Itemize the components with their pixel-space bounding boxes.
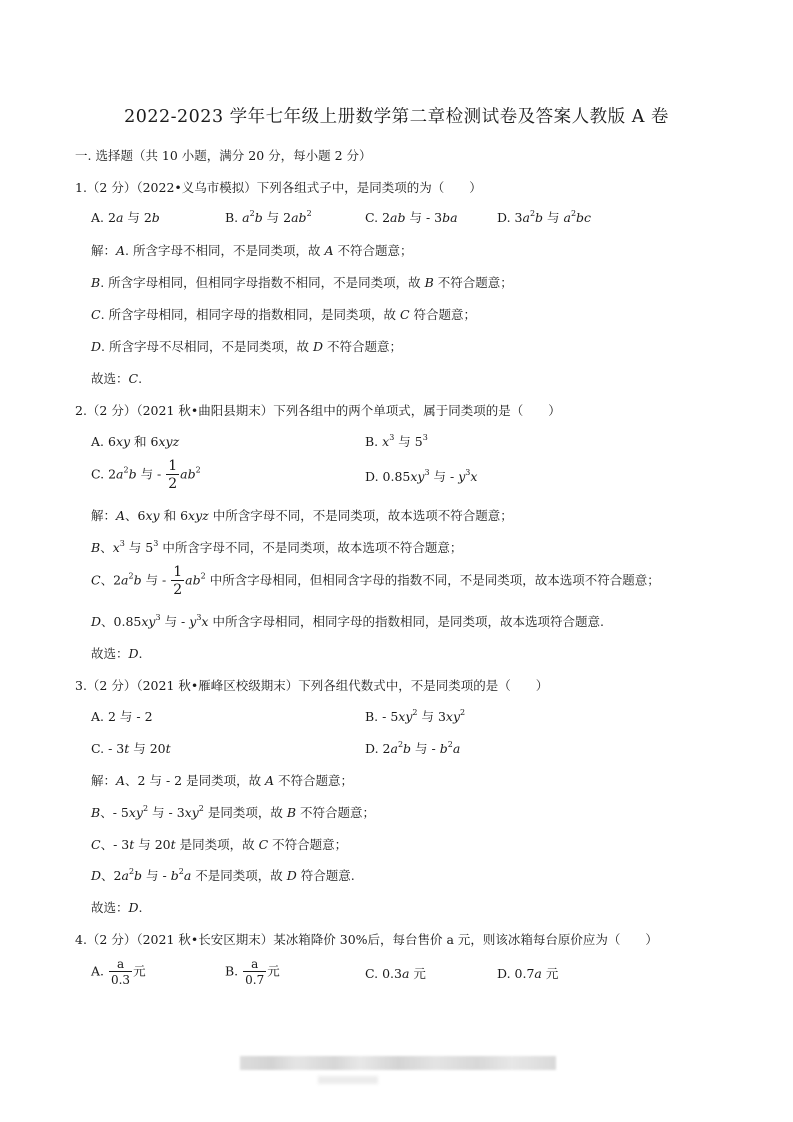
page-title: 2022-2023 学年七年级上册数学第二章检测试卷及答案人教版 A 卷 bbox=[124, 107, 669, 127]
q1-option-c: C. 2ab 与 - 3ba bbox=[365, 210, 458, 225]
q4-option-a: A. $\frac{a}{0.3}$ 元 bbox=[91, 957, 146, 987]
q1-solution-c: C. 所含字母相同，相同字母的指数相同，是同类项，故 C 符合题意； bbox=[91, 307, 477, 322]
q3-option-b: B. - $5xy^2$ 与 $3xy^2$ bbox=[365, 708, 466, 724]
question-1-stem: 1.（2 分）（2022•义乌市模拟）下列各组式子中，是同类项的为（ ） bbox=[75, 180, 482, 195]
question-3-stem: 3.（2 分）（2021 秋•雁峰区校级期末）下列各组代数式中，不是同类项的是（ ） bbox=[75, 678, 549, 693]
q1-option-a: A. 2a 与 2b bbox=[91, 210, 160, 225]
q4-option-c: C. 0.3a 元 bbox=[365, 966, 426, 981]
section-heading: 一. 选择题（共 10 小题，满分 20 分，每小题 2 分） bbox=[75, 148, 372, 163]
q3-solution-a: 解：A、2 与 - 2 是同类项，故 A 不符合题意； bbox=[91, 773, 354, 788]
q1-option-b: B. $a^2b$ 与 $2ab^2$ bbox=[225, 209, 312, 225]
q3-solution-b: B、- $5xy^2$ 与 - $3xy^2$ 是同类项，故 B 不符合题意； bbox=[91, 804, 376, 820]
blurred-footer bbox=[240, 1056, 556, 1070]
q3-option-d: D. $2a^2b$ 与 - $b^2a$ bbox=[365, 740, 461, 756]
q2-option-c: C. $2a^2b$ 与 - $\frac{1}{2}$ $ab^2$ bbox=[91, 458, 201, 492]
q4-option-b: B. $\frac{a}{0.7}$ 元 bbox=[225, 957, 280, 987]
q2-answer: 故选：D. bbox=[91, 646, 143, 661]
q4-option-d: D. 0.7a 元 bbox=[497, 966, 559, 981]
q2-solution-a: 解：A、6xy 和 6xyz 中所含字母不同，不是同类项，故本选项不符合题意； bbox=[91, 508, 513, 523]
q3-answer: 故选：D. bbox=[91, 900, 143, 915]
q2-solution-b: B、$x^3$ 与 $5^3$ 中所含字母不同，不是同类项，故本选项不符合题意； bbox=[91, 539, 463, 555]
q2-option-d: D. $0.85xy^3$ 与 - $y^3x$ bbox=[365, 468, 478, 484]
q3-solution-d: D、$2a^2b$ 与 - $b^2a$ 不是同类项，故 D 符合题意. bbox=[91, 867, 355, 883]
q2-option-a: A. 6xy 和 6xyz bbox=[91, 434, 180, 449]
q1-solution-d: D. 所含字母不尽相同，不是同类项，故 D 不符合题意； bbox=[91, 339, 402, 354]
question-4-stem: 4.（2 分）（2021 秋•长安区期末）某冰箱降价 30%后，每台售价 a 元，则该冰箱每台原价应为（ ） bbox=[75, 932, 658, 947]
q1-solution-a: 解：A. 所含字母不相同，不是同类项，故 A 不符合题意； bbox=[91, 243, 413, 258]
q3-option-a: A. 2 与 - 2 bbox=[91, 709, 153, 724]
question-2-stem: 2.（2 分）（2021 秋•曲阳县期末）下列各组中的两个单项式，属于同类项的是（ ） bbox=[75, 403, 561, 418]
q2-solution-d: D、$0.85xy^3$ 与 - $y^3x$ 中所含字母相同，相同字母的指数相同，是同类项，故本选项符合题意. bbox=[91, 613, 604, 629]
q2-option-b: B. $x^3$ 与 $5^3$ bbox=[365, 433, 428, 449]
q3-solution-c: C、- 3t 与 20t 是同类项，故 C 不符合题意； bbox=[91, 837, 348, 852]
q3-option-c: C. - 3t 与 20t bbox=[91, 741, 171, 756]
q1-option-d: D. $3a^2b$ 与 $a^2bc$ bbox=[497, 209, 592, 225]
q1-solution-b: B. 所含字母相同，但相同字母指数不相同，不是同类项，故 B 不符合题意； bbox=[91, 275, 513, 290]
q1-answer: 故选：C. bbox=[91, 371, 143, 386]
q2-solution-c: C、$2a^2b$ 与 - $\frac{1}{2}$ $ab^2$ 中所含字母相同，但相同含字母的指数不同，不是同类项，故本选项不符合题意； bbox=[91, 564, 660, 598]
blurred-footer-sub bbox=[318, 1076, 378, 1084]
